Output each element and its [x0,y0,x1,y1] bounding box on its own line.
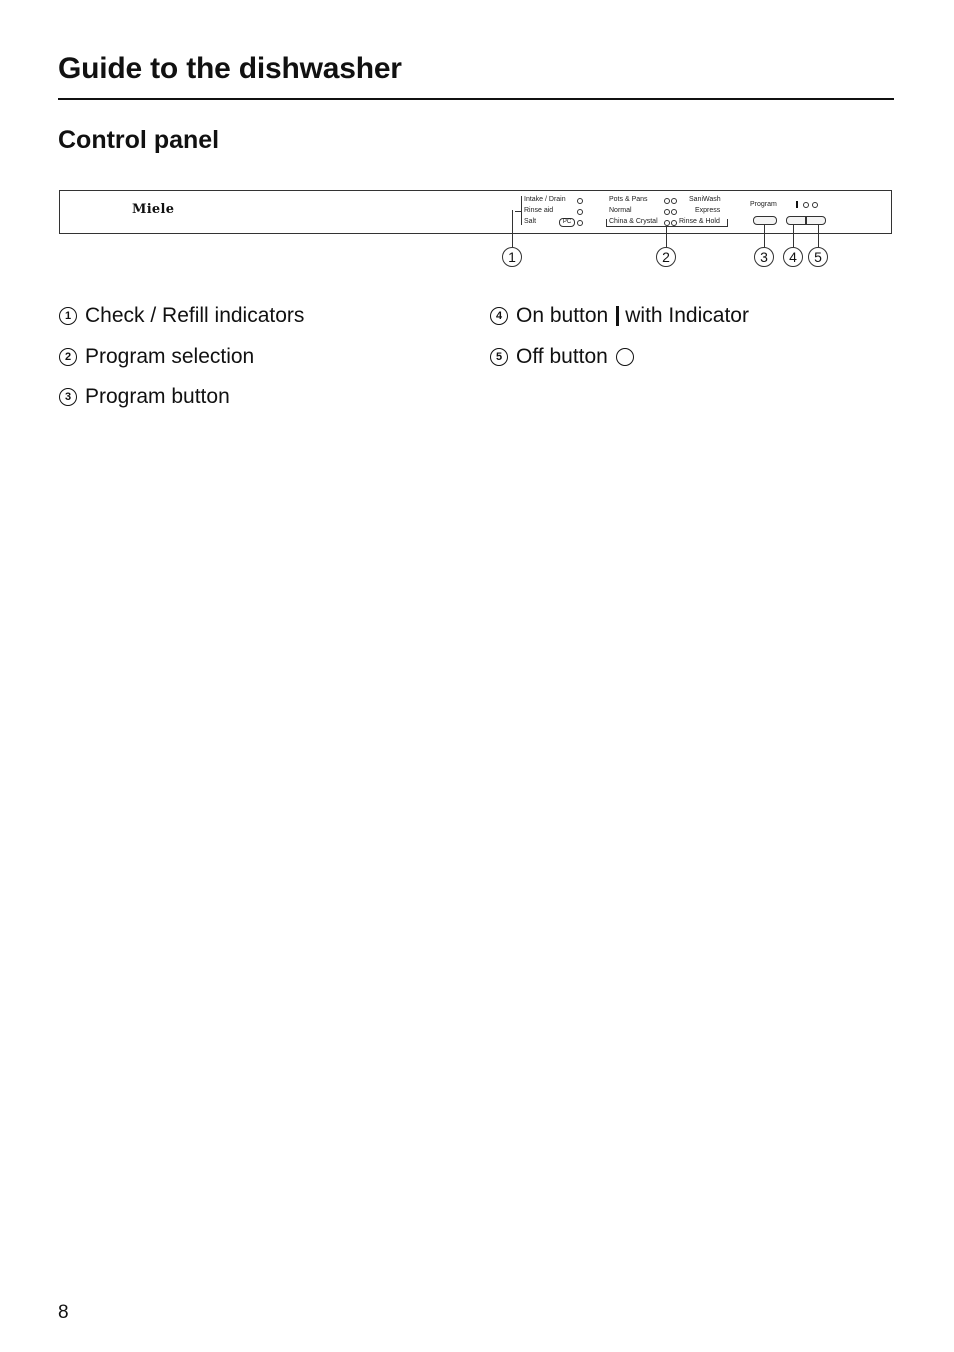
check-indicator-label: Intake / Drain [524,196,566,203]
legend-number: 5 [490,348,508,366]
leader-line [818,224,819,247]
program-label: Express [695,207,721,214]
program-led-icon [671,198,677,204]
off-circle-icon [616,348,634,366]
page-number: 8 [58,1302,69,1323]
program-led-icon [664,198,670,204]
program-label: Rinse & Hold [679,218,720,225]
program-button-label: Program [750,201,777,208]
callout-2: 2 [656,247,676,267]
legend-text: Off button [516,345,608,368]
legend-number: 3 [59,388,77,406]
program-button [753,216,777,225]
callout-4: 4 [783,247,803,267]
program-label: Normal [609,207,632,214]
program-label: Pots & Pans [609,196,648,203]
legend-number: 4 [490,307,508,325]
legend-text: Program selection [85,345,255,368]
leader-line [512,210,513,247]
legend-item [59,304,304,328]
legend-item [490,304,749,328]
program-label: China & Crystal [609,218,658,225]
leader-line [793,224,794,247]
brand-logo: Miele [132,202,175,217]
control-panel-diagram [59,190,892,234]
legend-suffix: with Indicator [625,304,749,327]
legend-item [59,345,254,369]
check-indicator-label: Salt [524,218,537,225]
legend-number: 2 [59,348,77,366]
callout-1: 1 [502,247,522,267]
check-bracket-tick [515,211,521,212]
legend-text: Program button [85,385,230,408]
title-rule [58,98,894,100]
legend-text: Check / Refill indicators [85,304,305,327]
callout-5: 5 [808,247,828,267]
check-indicator-label: Rinse aid [524,207,554,214]
page-title: Guide to the dishwasher [58,52,402,85]
program-led-icon [671,209,677,215]
off-symbol-icon [812,202,818,208]
pc-badge: PC [559,218,575,227]
on-button [786,216,806,225]
leader-line [666,226,667,247]
indicator-led-icon [577,198,583,204]
program-label: SaniWash [689,196,721,203]
on-indicator-led-icon [803,202,809,208]
on-symbol-icon [796,201,798,208]
leader-line [764,224,765,247]
callout-3: 3 [754,247,774,267]
section-title: Control panel [58,126,220,154]
program-bracket [606,219,728,227]
off-button [806,216,826,225]
check-bracket [521,196,522,225]
on-bar-icon [616,306,619,326]
legend-text: On button [516,304,609,327]
program-led-icon [664,209,670,215]
legend-number: 1 [59,307,77,325]
legend-item [59,385,230,409]
indicator-led-icon [577,220,583,226]
indicator-led-icon [577,209,583,215]
legend-item [490,345,634,369]
